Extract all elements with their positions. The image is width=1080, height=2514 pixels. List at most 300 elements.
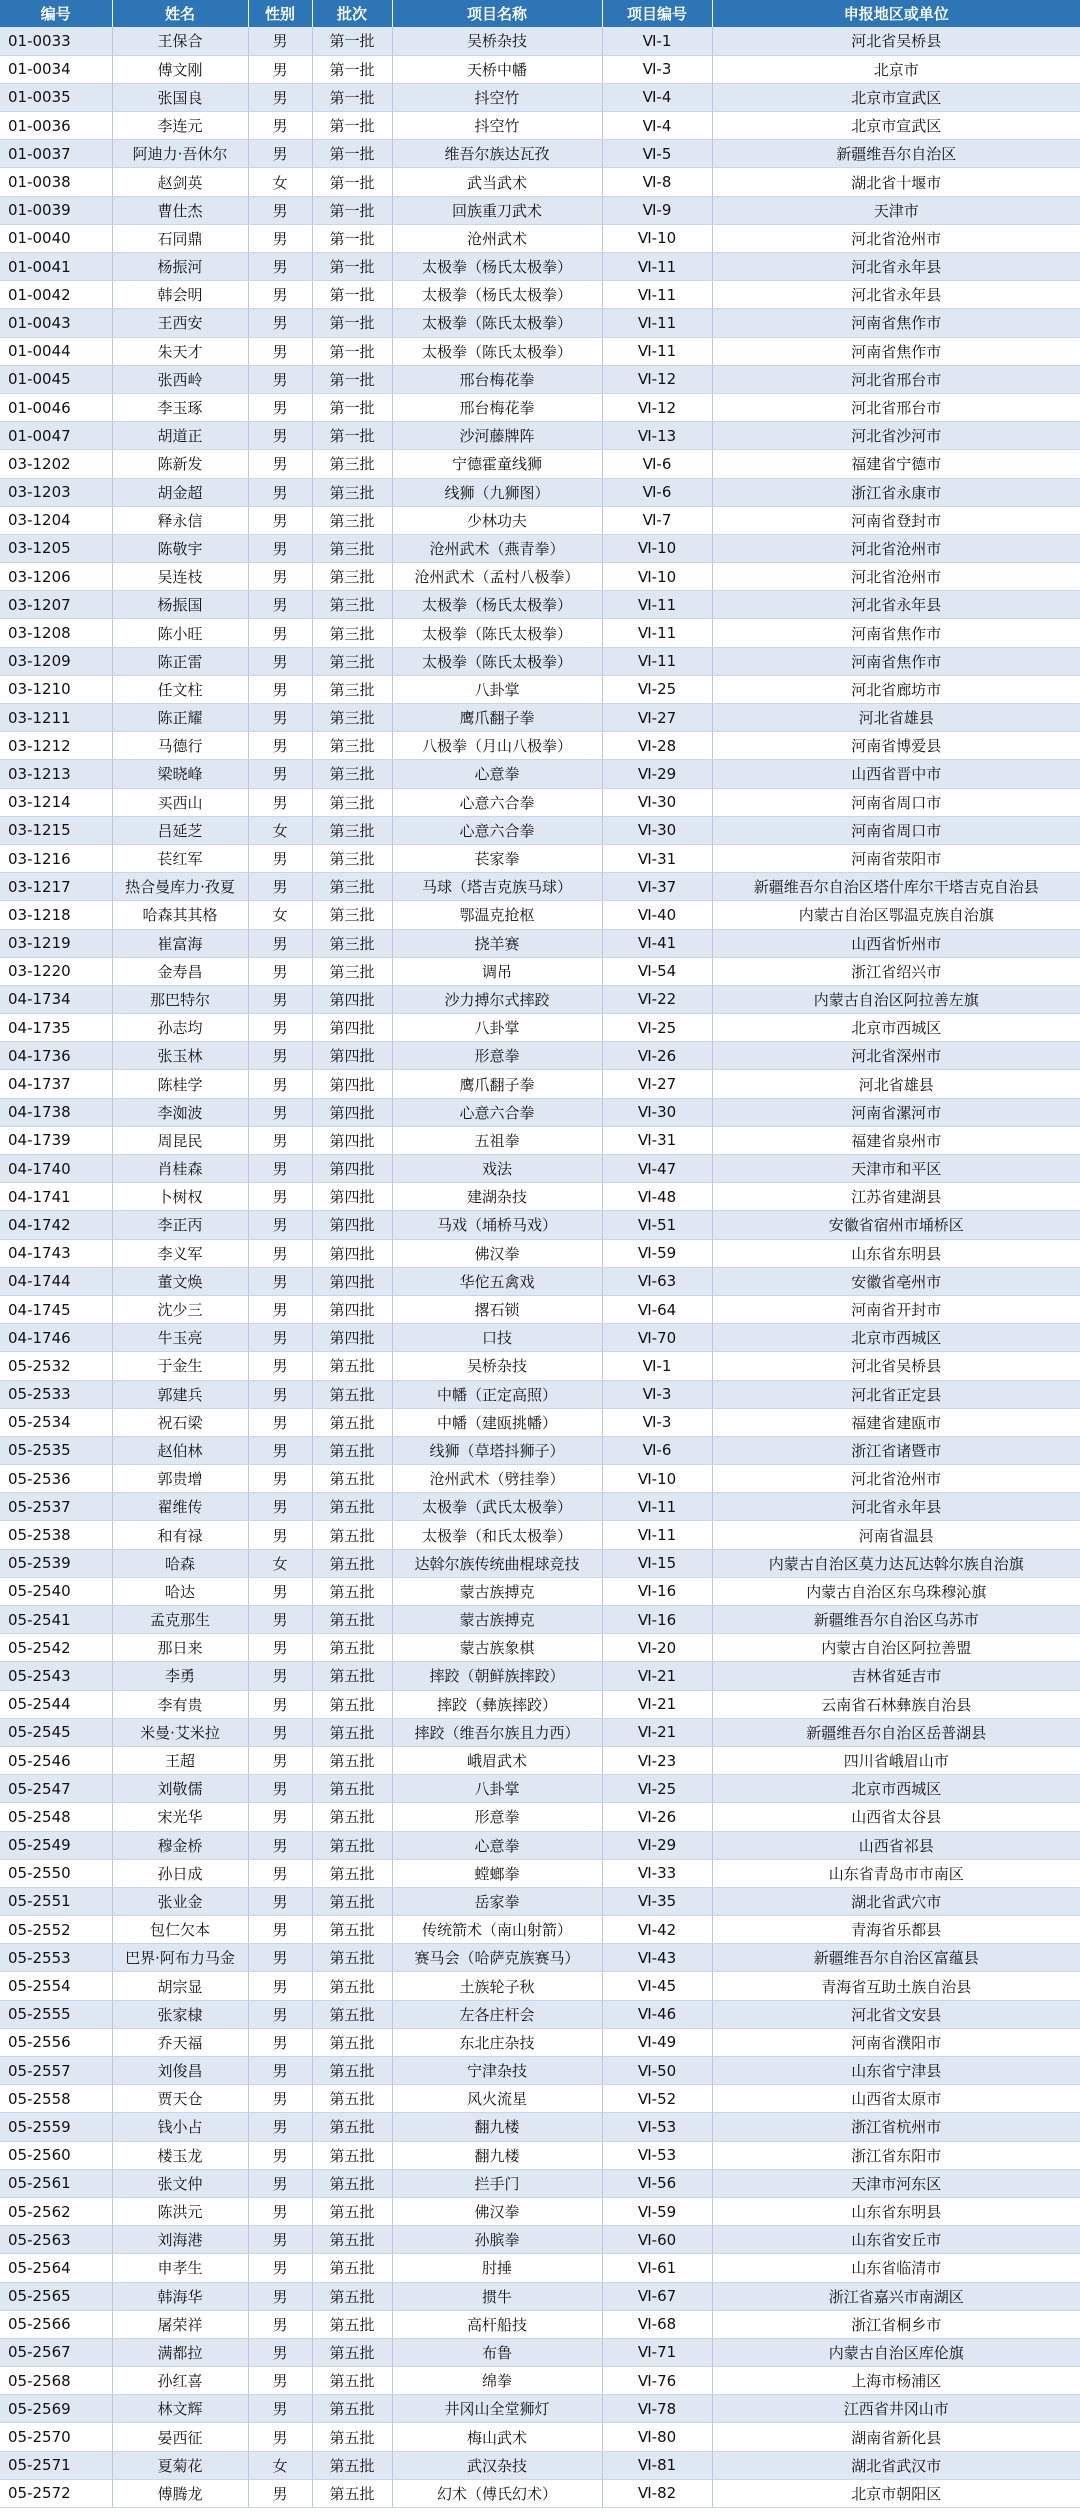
cell-batch: 第五批 <box>312 1718 392 1746</box>
cell-project-code: Ⅵ-42 <box>602 1916 712 1944</box>
table-row <box>0 196 1080 224</box>
table-row <box>0 309 1080 337</box>
cell-name: 陈敬宇 <box>112 534 248 562</box>
table-row <box>0 1211 1080 1239</box>
cell-id: 01-0038 <box>0 168 112 196</box>
table-row <box>0 83 1080 111</box>
cell-batch: 第五批 <box>312 1380 392 1408</box>
cell-project-name: 武当武术 <box>392 168 602 196</box>
cell-region: 河北省沧州市 <box>712 224 1080 252</box>
cell-project-name: 沧州武术（孟村八极拳） <box>392 563 602 591</box>
cell-region: 山西省祁县 <box>712 1831 1080 1859</box>
cell-batch: 第四批 <box>312 985 392 1013</box>
table-row <box>0 1972 1080 2000</box>
cell-gender: 男 <box>248 365 312 393</box>
table-row <box>0 1859 1080 1887</box>
cell-id: 05-2533 <box>0 1380 112 1408</box>
cell-batch: 第三批 <box>312 563 392 591</box>
cell-batch: 第五批 <box>312 1916 392 1944</box>
cell-name: 孙红喜 <box>112 2367 248 2395</box>
cell-region: 河南省荥阳市 <box>712 844 1080 872</box>
cell-project-name: 鄂温克抢枢 <box>392 901 602 929</box>
table-row <box>0 1436 1080 1464</box>
cell-gender: 男 <box>248 1352 312 1380</box>
cell-project-code: Ⅵ-37 <box>602 873 712 901</box>
cell-id: 03-1207 <box>0 591 112 619</box>
cell-project-name: 线狮（草塔抖狮子） <box>392 1436 602 1464</box>
cell-project-name: 挠羊赛 <box>392 929 602 957</box>
table-row <box>0 1549 1080 1577</box>
cell-name: 李洳波 <box>112 1098 248 1126</box>
cell-project-code: Ⅵ-50 <box>602 2057 712 2085</box>
cell-batch: 第五批 <box>312 1577 392 1605</box>
cell-project-name: 赛马会（哈萨克族赛马） <box>392 1944 602 1972</box>
cell-project-code: Ⅵ-11 <box>602 281 712 309</box>
table-row <box>0 506 1080 534</box>
cell-gender: 男 <box>248 1803 312 1831</box>
cell-gender: 男 <box>248 224 312 252</box>
cell-id: 03-1211 <box>0 704 112 732</box>
cell-batch: 第三批 <box>312 478 392 506</box>
cell-batch: 第五批 <box>312 1606 392 1634</box>
cell-project-code: Ⅵ-6 <box>602 450 712 478</box>
cell-name: 张玉林 <box>112 1042 248 1070</box>
cell-project-code: Ⅵ-22 <box>602 985 712 1013</box>
cell-id: 04-1738 <box>0 1098 112 1126</box>
cell-name: 楼玉龙 <box>112 2141 248 2169</box>
cell-project-name: 心意六合拳 <box>392 816 602 844</box>
cell-name: 牛玉亮 <box>112 1324 248 1352</box>
table-row <box>0 2197 1080 2225</box>
table-row <box>0 281 1080 309</box>
cell-name: 朱天才 <box>112 337 248 365</box>
cell-region: 河北省沧州市 <box>712 1465 1080 1493</box>
cell-batch: 第三批 <box>312 788 392 816</box>
cell-id: 05-2542 <box>0 1634 112 1662</box>
table-row <box>0 563 1080 591</box>
table-row <box>0 2113 1080 2141</box>
cell-gender: 男 <box>248 2169 312 2197</box>
cell-project-code: Ⅵ-10 <box>602 534 712 562</box>
table-body <box>0 27 1080 2508</box>
cell-batch: 第五批 <box>312 2338 392 2366</box>
cell-batch: 第五批 <box>312 2113 392 2141</box>
cell-project-code: Ⅵ-6 <box>602 1436 712 1464</box>
cell-id: 03-1218 <box>0 901 112 929</box>
cell-gender: 男 <box>248 1690 312 1718</box>
cell-region: 浙江省嘉兴市南湖区 <box>712 2282 1080 2310</box>
cell-id: 05-2572 <box>0 2479 112 2507</box>
cell-id: 05-2555 <box>0 2000 112 2028</box>
cell-name: 陈桂学 <box>112 1070 248 1098</box>
cell-name: 晏西征 <box>112 2423 248 2451</box>
cell-name: 陈新发 <box>112 450 248 478</box>
cell-id: 05-2532 <box>0 1352 112 1380</box>
cell-region: 河北省沧州市 <box>712 563 1080 591</box>
cell-gender: 男 <box>248 1155 312 1183</box>
cell-batch: 第五批 <box>312 1521 392 1549</box>
cell-name: 那巴特尔 <box>112 985 248 1013</box>
cell-batch: 第一批 <box>312 83 392 111</box>
cell-region: 河北省雄县 <box>712 704 1080 732</box>
table-row <box>0 957 1080 985</box>
cell-region: 河北省永年县 <box>712 253 1080 281</box>
table-row <box>0 1465 1080 1493</box>
cell-batch: 第三批 <box>312 647 392 675</box>
table-row <box>0 337 1080 365</box>
cell-batch: 第五批 <box>312 1634 392 1662</box>
table-row <box>0 1126 1080 1154</box>
cell-region: 新疆维吾尔自治区岳普湖县 <box>712 1718 1080 1746</box>
cell-gender: 男 <box>248 1267 312 1295</box>
table-row <box>0 2338 1080 2366</box>
cell-id: 04-1735 <box>0 1014 112 1042</box>
cell-project-name: 形意拳 <box>392 1803 602 1831</box>
cell-batch: 第四批 <box>312 1042 392 1070</box>
cell-project-code: Ⅵ-49 <box>602 2028 712 2056</box>
table-row <box>0 1887 1080 1915</box>
cell-name: 买西山 <box>112 788 248 816</box>
table-row <box>0 2282 1080 2310</box>
cell-project-code: Ⅵ-53 <box>602 2113 712 2141</box>
cell-gender: 女 <box>248 901 312 929</box>
cell-name: 吕延芝 <box>112 816 248 844</box>
cell-batch: 第五批 <box>312 1408 392 1436</box>
cell-project-name: 线狮（九狮图） <box>392 478 602 506</box>
cell-id: 04-1746 <box>0 1324 112 1352</box>
cell-region: 山东省东明县 <box>712 1239 1080 1267</box>
cell-project-code: Ⅵ-6 <box>602 478 712 506</box>
cell-project-code: Ⅵ-46 <box>602 2000 712 2028</box>
cell-name: 周昆民 <box>112 1126 248 1154</box>
cell-region: 湖北省十堰市 <box>712 168 1080 196</box>
cell-name: 梁晓峰 <box>112 760 248 788</box>
cell-id: 05-2545 <box>0 1718 112 1746</box>
cell-gender: 男 <box>248 1859 312 1887</box>
cell-region: 河北省沙河市 <box>712 422 1080 450</box>
cell-project-code: Ⅵ-63 <box>602 1267 712 1295</box>
cell-id: 05-2539 <box>0 1549 112 1577</box>
cell-project-code: Ⅵ-10 <box>602 224 712 252</box>
cell-name: 满都拉 <box>112 2338 248 2366</box>
cell-name: 王保合 <box>112 27 248 55</box>
table-row <box>0 55 1080 83</box>
cell-gender: 男 <box>248 563 312 591</box>
cell-project-name: 中幡（正定高照） <box>392 1380 602 1408</box>
cell-batch: 第一批 <box>312 309 392 337</box>
cell-batch: 第四批 <box>312 1239 392 1267</box>
cell-region: 天津市河东区 <box>712 2169 1080 2197</box>
cell-name: 李勇 <box>112 1662 248 1690</box>
cell-region: 山东省临清市 <box>712 2254 1080 2282</box>
cell-batch: 第五批 <box>312 2057 392 2085</box>
cell-name: 哈森 <box>112 1549 248 1577</box>
cell-project-name: 邢台梅花拳 <box>392 393 602 421</box>
table-row <box>0 393 1080 421</box>
cell-gender: 男 <box>248 760 312 788</box>
cell-region: 福建省建瓯市 <box>712 1408 1080 1436</box>
table-row <box>0 224 1080 252</box>
table-row <box>0 2169 1080 2197</box>
cell-region: 北京市宣武区 <box>712 83 1080 111</box>
cell-gender: 男 <box>248 112 312 140</box>
cell-project-name: 建湖杂技 <box>392 1183 602 1211</box>
table-row <box>0 901 1080 929</box>
cell-batch: 第五批 <box>312 2169 392 2197</box>
cell-batch: 第五批 <box>312 1972 392 2000</box>
cell-batch: 第五批 <box>312 2000 392 2028</box>
cell-id: 01-0035 <box>0 83 112 111</box>
table-row <box>0 1803 1080 1831</box>
cell-region: 内蒙古自治区莫力达瓦达斡尔族自治旗 <box>712 1549 1080 1577</box>
cell-gender: 男 <box>248 1916 312 1944</box>
cell-region: 山东省青岛市市南区 <box>712 1859 1080 1887</box>
cell-gender: 男 <box>248 1521 312 1549</box>
cell-project-code: Ⅵ-33 <box>602 1859 712 1887</box>
cell-name: 杨振河 <box>112 253 248 281</box>
table-row <box>0 168 1080 196</box>
cell-batch: 第五批 <box>312 1352 392 1380</box>
cell-id: 05-2571 <box>0 2451 112 2479</box>
cell-gender: 男 <box>248 337 312 365</box>
cell-project-name: 孙膑拳 <box>392 2226 602 2254</box>
cell-batch: 第三批 <box>312 760 392 788</box>
cell-project-code: Ⅵ-9 <box>602 196 712 224</box>
cell-batch: 第三批 <box>312 929 392 957</box>
cell-name: 张国良 <box>112 83 248 111</box>
cell-project-name: 佛汉拳 <box>392 1239 602 1267</box>
table-row <box>0 2310 1080 2338</box>
cell-batch: 第四批 <box>312 1126 392 1154</box>
cell-region: 河南省焦作市 <box>712 619 1080 647</box>
cell-gender: 男 <box>248 619 312 647</box>
cell-name: 张西岭 <box>112 365 248 393</box>
table-row <box>0 1831 1080 1859</box>
cell-id: 05-2568 <box>0 2367 112 2395</box>
cell-region: 河南省登封市 <box>712 506 1080 534</box>
cell-gender: 男 <box>248 929 312 957</box>
table-row <box>0 140 1080 168</box>
table-row <box>0 1267 1080 1295</box>
cell-name: 李连元 <box>112 112 248 140</box>
cell-gender: 男 <box>248 2310 312 2338</box>
cell-project-name: 戏法 <box>392 1155 602 1183</box>
cell-id: 04-1744 <box>0 1267 112 1295</box>
cell-id: 04-1734 <box>0 985 112 1013</box>
cell-gender: 男 <box>248 2085 312 2113</box>
cell-gender: 男 <box>248 2338 312 2366</box>
cell-region: 湖北省武汉市 <box>712 2451 1080 2479</box>
cell-project-name: 太极拳（杨氏太极拳） <box>392 253 602 281</box>
cell-id: 01-0041 <box>0 253 112 281</box>
cell-id: 04-1742 <box>0 1211 112 1239</box>
cell-project-name: 高杆船技 <box>392 2310 602 2338</box>
cell-project-code: Ⅵ-21 <box>602 1718 712 1746</box>
cell-region: 北京市西城区 <box>712 1775 1080 1803</box>
cell-id: 01-0043 <box>0 309 112 337</box>
cell-gender: 男 <box>248 2113 312 2141</box>
cell-project-name: 华佗五禽戏 <box>392 1267 602 1295</box>
cell-batch: 第一批 <box>312 55 392 83</box>
cell-batch: 第五批 <box>312 2310 392 2338</box>
cell-project-name: 沧州武术（劈挂拳） <box>392 1465 602 1493</box>
cell-project-name: 太极拳（杨氏太极拳） <box>392 281 602 309</box>
cell-project-code: Ⅵ-4 <box>602 112 712 140</box>
cell-project-name: 吴桥杂技 <box>392 1352 602 1380</box>
cell-batch: 第五批 <box>312 2451 392 2479</box>
table-row <box>0 647 1080 675</box>
cell-gender: 男 <box>248 2000 312 2028</box>
cell-gender: 男 <box>248 2367 312 2395</box>
cell-name: 和有禄 <box>112 1521 248 1549</box>
cell-gender: 男 <box>248 1746 312 1774</box>
cell-project-name: 掼牛 <box>392 2282 602 2310</box>
cell-project-code: Ⅵ-21 <box>602 1662 712 1690</box>
cell-project-code: Ⅵ-71 <box>602 2338 712 2366</box>
cell-project-code: Ⅵ-41 <box>602 929 712 957</box>
cell-gender: 男 <box>248 450 312 478</box>
cell-gender: 男 <box>248 873 312 901</box>
cell-project-code: Ⅵ-12 <box>602 393 712 421</box>
cell-gender: 男 <box>248 534 312 562</box>
cell-region: 河北省永年县 <box>712 281 1080 309</box>
cell-name: 韩会明 <box>112 281 248 309</box>
cell-project-code: Ⅵ-30 <box>602 1098 712 1126</box>
cell-project-code: Ⅵ-16 <box>602 1577 712 1605</box>
table-row <box>0 619 1080 647</box>
cell-project-name: 太极拳（陈氏太极拳） <box>392 337 602 365</box>
cell-gender: 男 <box>248 1239 312 1267</box>
table-row <box>0 27 1080 55</box>
cell-project-code: Ⅵ-40 <box>602 901 712 929</box>
cell-region: 河南省焦作市 <box>712 337 1080 365</box>
cell-batch: 第五批 <box>312 1831 392 1859</box>
cell-project-name: 少林功夫 <box>392 506 602 534</box>
cell-project-code: Ⅵ-8 <box>602 168 712 196</box>
cell-project-code: Ⅵ-61 <box>602 2254 712 2282</box>
cell-region: 云南省石林彝族自治县 <box>712 1690 1080 1718</box>
cell-name: 吴连枝 <box>112 563 248 591</box>
cell-batch: 第五批 <box>312 1690 392 1718</box>
cell-region: 上海市杨浦区 <box>712 2367 1080 2395</box>
cell-batch: 第五批 <box>312 1662 392 1690</box>
cell-project-code: Ⅵ-12 <box>602 365 712 393</box>
cell-gender: 男 <box>248 196 312 224</box>
cell-id: 05-2560 <box>0 2141 112 2169</box>
cell-batch: 第三批 <box>312 873 392 901</box>
cell-batch: 第三批 <box>312 732 392 760</box>
cell-name: 于金生 <box>112 1352 248 1380</box>
cell-project-name: 五祖拳 <box>392 1126 602 1154</box>
table-row <box>0 112 1080 140</box>
cell-project-name: 拦手门 <box>392 2169 602 2197</box>
cell-region: 四川省峨眉山市 <box>712 1746 1080 1774</box>
cell-batch: 第四批 <box>312 1014 392 1042</box>
cell-id: 04-1739 <box>0 1126 112 1154</box>
cell-batch: 第五批 <box>312 2254 392 2282</box>
cell-id: 03-1214 <box>0 788 112 816</box>
cell-id: 05-2559 <box>0 2113 112 2141</box>
cell-gender: 女 <box>248 1549 312 1577</box>
cell-gender: 男 <box>248 1972 312 2000</box>
cell-id: 04-1741 <box>0 1183 112 1211</box>
cell-project-name: 马戏（埇桥马戏） <box>392 1211 602 1239</box>
cell-project-code: Ⅵ-20 <box>602 1634 712 1662</box>
cell-batch: 第四批 <box>312 1183 392 1211</box>
cell-project-code: Ⅵ-27 <box>602 1070 712 1098</box>
table-row <box>0 422 1080 450</box>
cell-id: 05-2541 <box>0 1606 112 1634</box>
cell-batch: 第一批 <box>312 224 392 252</box>
cell-gender: 男 <box>248 675 312 703</box>
cell-name: 夏菊花 <box>112 2451 248 2479</box>
table-row <box>0 1775 1080 1803</box>
table-row <box>0 478 1080 506</box>
cell-project-code: Ⅵ-76 <box>602 2367 712 2395</box>
cell-id: 03-1216 <box>0 844 112 872</box>
cell-project-name: 梅山武术 <box>392 2423 602 2451</box>
cell-batch: 第一批 <box>312 253 392 281</box>
cell-project-code: Ⅵ-64 <box>602 1295 712 1323</box>
cell-project-name: 蒙古族搏克 <box>392 1606 602 1634</box>
cell-id: 01-0034 <box>0 55 112 83</box>
cell-region: 河南省温县 <box>712 1521 1080 1549</box>
cell-project-name: 宁德霍童线狮 <box>392 450 602 478</box>
cell-gender: 男 <box>248 1493 312 1521</box>
cell-name: 张业金 <box>112 1887 248 1915</box>
cell-batch: 第三批 <box>312 957 392 985</box>
cell-batch: 第四批 <box>312 1267 392 1295</box>
cell-batch: 第五批 <box>312 2395 392 2423</box>
cell-project-name: 左各庄杆会 <box>392 2000 602 2028</box>
cell-name: 韩海华 <box>112 2282 248 2310</box>
table-row <box>0 2141 1080 2169</box>
cell-batch: 第五批 <box>312 1803 392 1831</box>
cell-project-code: Ⅵ-11 <box>602 309 712 337</box>
cell-name: 米曼·艾米拉 <box>112 1718 248 1746</box>
cell-gender: 男 <box>248 2141 312 2169</box>
cell-name: 杨振国 <box>112 591 248 619</box>
cell-batch: 第三批 <box>312 901 392 929</box>
cell-project-name: 维吾尔族达瓦孜 <box>392 140 602 168</box>
cell-region: 浙江省永康市 <box>712 478 1080 506</box>
cell-name: 胡金超 <box>112 478 248 506</box>
cell-id: 05-2558 <box>0 2085 112 2113</box>
table-row <box>0 253 1080 281</box>
cell-id: 05-2553 <box>0 1944 112 1972</box>
cell-project-name: 螳螂拳 <box>392 1859 602 1887</box>
cell-id: 05-2535 <box>0 1436 112 1464</box>
cell-id: 01-0042 <box>0 281 112 309</box>
cell-project-code: Ⅵ-5 <box>602 140 712 168</box>
cell-project-name: 土族轮子秋 <box>392 1972 602 2000</box>
cell-project-code: Ⅵ-11 <box>602 337 712 365</box>
cell-project-code: Ⅵ-11 <box>602 619 712 647</box>
cell-name: 沈少三 <box>112 1295 248 1323</box>
cell-project-name: 达斡尔族传统曲棍球竞技 <box>392 1549 602 1577</box>
cell-region: 江苏省建湖县 <box>712 1183 1080 1211</box>
cell-batch: 第五批 <box>312 2197 392 2225</box>
table-row <box>0 1577 1080 1605</box>
cell-id: 03-1202 <box>0 450 112 478</box>
cell-gender: 男 <box>248 1775 312 1803</box>
cell-id: 01-0046 <box>0 393 112 421</box>
cell-project-code: Ⅵ-60 <box>602 2226 712 2254</box>
cell-name: 郭建兵 <box>112 1380 248 1408</box>
cell-project-code: Ⅵ-68 <box>602 2310 712 2338</box>
cell-id: 03-1206 <box>0 563 112 591</box>
cell-project-name: 沙力搏尔式摔跤 <box>392 985 602 1013</box>
